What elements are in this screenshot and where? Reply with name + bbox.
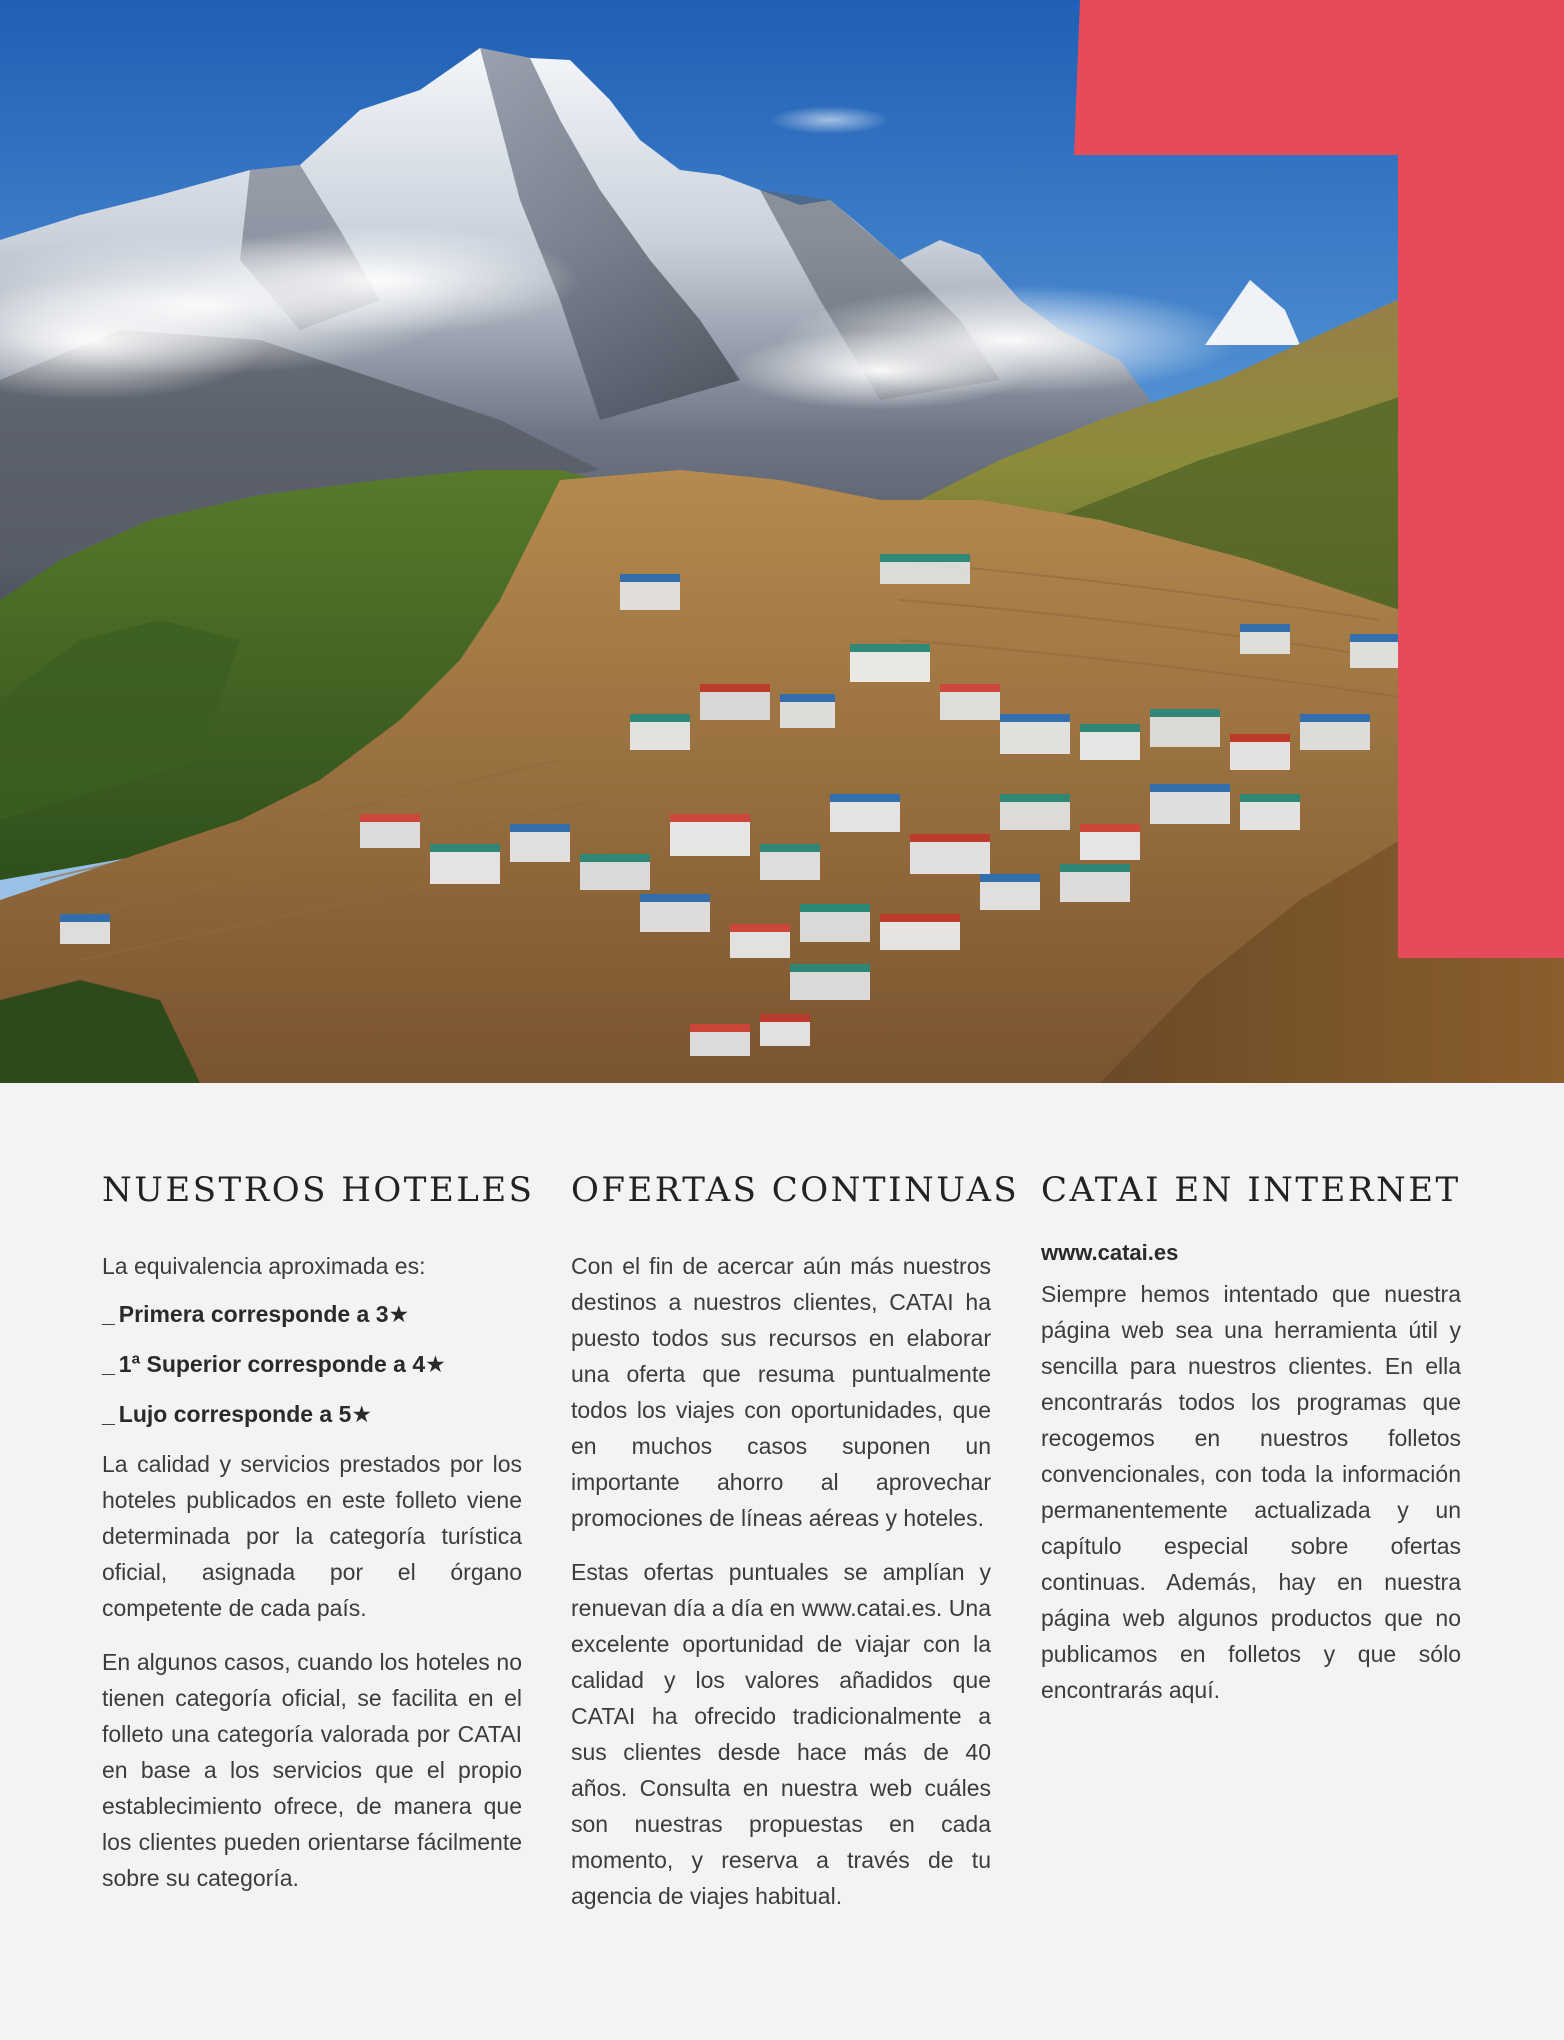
equivalence-item-superior <box>102 1346 522 1382</box>
equivalence-item-lujo <box>102 1396 522 1432</box>
heading-ofertas-continuas: OFERTAS CONTINUAS <box>571 1170 1020 1210</box>
section-ofertas-continuas <box>571 1166 1020 1932</box>
equivalence-text: Lujo corresponde a 5★ <box>118 1401 373 1427</box>
equivalence-item-primera <box>102 1296 522 1332</box>
ofertas-paragraph-2: Estas ofertas puntuales se amplían y renuevan día a día en www.catai.es. Una excelente oportunidad de viajar con la calidad y los valores añadidos que CATAI ha ofrecido tradicionalmente a sus clientes desde hace más de 40 años. Consulta en nuestra web cuáles son nuestras propuestas en cada momento, y reserva a través de tu agencia de viajes habitual. <box>571 1559 991 1909</box>
equivalence-text: Primera corresponde a 3★ <box>118 1301 410 1327</box>
equivalence-dash: _ <box>102 1301 115 1327</box>
equivalence-dash: _ <box>102 1351 115 1377</box>
hoteles-paragraph-1: La calidad y servicios prestados por los hoteles publicados en este folleto viene determinada por la categoría turística oficial, asignada por el órgano competente de cada país. <box>102 1451 522 1621</box>
ofertas-paragraph-1: Con el fin de acercar aún más nuestros destinos a nuestros clientes, CATAI ha puesto todos sus recursos en elaborar una oferta que resuma puntualmente todos los viajes con oportunidades, que en muchos casos suponen un importante ahorro al aprovechar promociones de líneas aéreas y hoteles. <box>571 1253 991 1531</box>
section-nuestros-hoteles <box>102 1166 535 1914</box>
heading-catai-en-internet: CATAI EN INTERNET <box>1041 1170 1461 1210</box>
hoteles-paragraph-2: En algunos casos, cuando los hoteles no tienen categoría oficial, se facilita en el folleto una categoría valorada por CATAI en base a los servicios que el propio establecimiento ofrece, de manera que los clientes pueden orientarse fácilmente sobre su categoría. <box>102 1649 522 1891</box>
section-catai-en-internet <box>1041 1166 1461 1726</box>
equivalence-dash: _ <box>102 1401 115 1427</box>
heading-nuestros-hoteles: NUESTROS HOTELES <box>102 1170 535 1210</box>
equivalence-text: 1ª Superior corresponde a 4★ <box>118 1351 446 1377</box>
hotel-equivalence-intro: La equivalencia aproximada es: <box>102 1253 426 1279</box>
internet-paragraph-1: Siempre hemos intentado que nuestra página web sea una herramienta útil y sencilla para nuestros clientes. En ella encontrarás todos los programas que recogemos en nuestros folletos convencionales, con toda la información permanentemente actualizada y un capítulo especial sobre ofertas continuas. Además, hay en nuestra página web algunos productos que no publicamos en folletos y que sólo encontrarás aquí. <box>1041 1281 1461 1703</box>
website-link[interactable]: www.catai.es <box>1041 1240 1179 1265</box>
